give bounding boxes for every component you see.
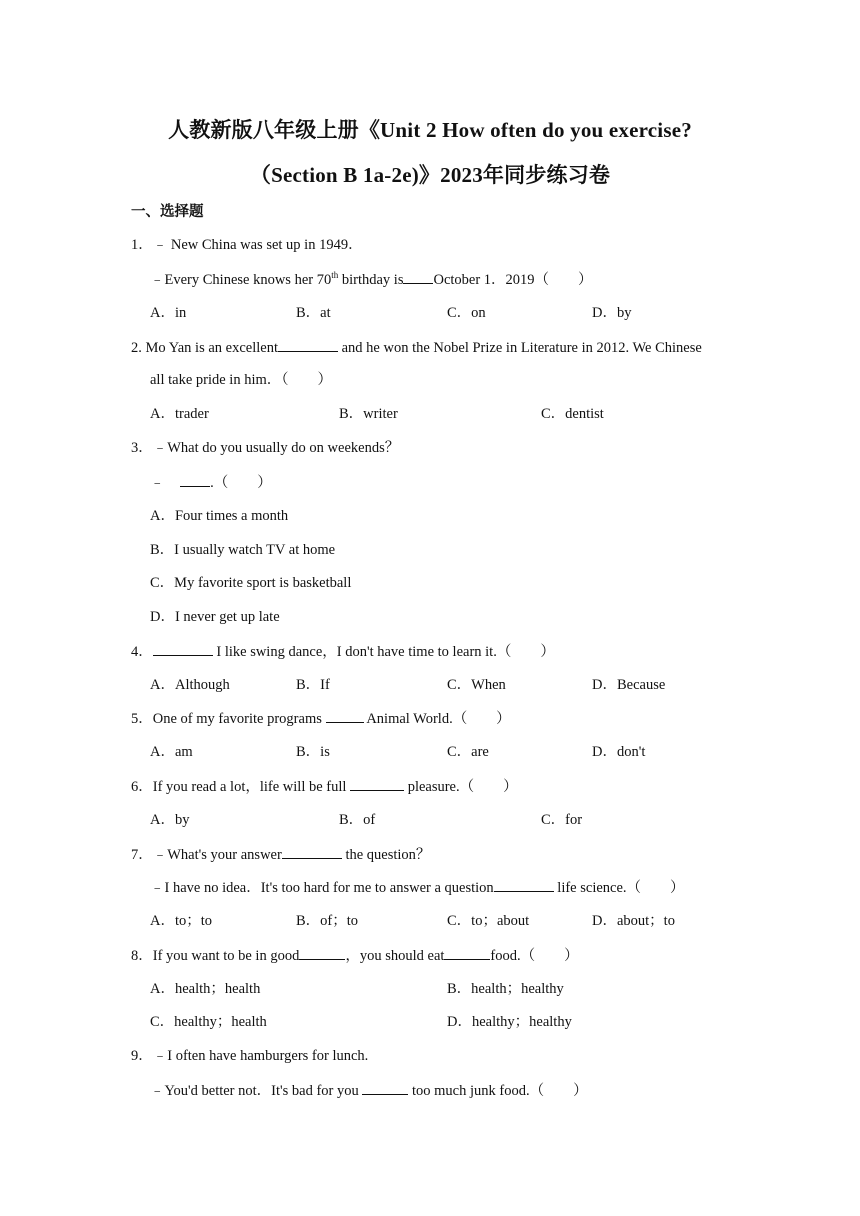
question-1-dialog-text-c: October 1．2019（ ） — [433, 272, 593, 288]
question-2-stem-text-b: and he won the Nobel Prize in Literature in 2012. We Chinese — [338, 340, 702, 356]
answer-blank[interactable] — [282, 844, 342, 859]
question-5-stem-text-a: 5．One of my favorite programs — [131, 711, 326, 727]
question-6-option-a[interactable]: A．by — [150, 812, 190, 828]
question-9-dialog-text-a: ﹣You'd better not．It's bad for you — [150, 1083, 363, 1099]
page-title-line-1: 人教新版八年级上册《Unit 2 How often do you exercise? — [168, 118, 692, 142]
question-3-option-d[interactable]: D．I never get up late — [150, 609, 280, 625]
question-7-dialog-text-b: life science.（ ） — [553, 880, 685, 896]
question-3-stem: 3．﹣What do you usually do on weekends？ — [131, 440, 400, 456]
question-7-option-d[interactable]: D．about；to — [592, 913, 675, 929]
answer-blank[interactable] — [180, 472, 210, 487]
question-7-dialog — [150, 877, 685, 898]
question-4-stem-text-a: 4． — [131, 644, 153, 660]
question-1-dialog-text-a: ﹣Every Chinese knows her 70 — [150, 272, 332, 288]
question-1-option-c[interactable]: C．on — [447, 305, 486, 321]
question-3-dialog — [150, 472, 272, 493]
answer-blank[interactable] — [403, 269, 433, 284]
question-7-option-c[interactable]: C．to；about — [447, 913, 530, 929]
question-8-option-c[interactable]: C．healthy；health — [150, 1014, 267, 1030]
answer-blank[interactable] — [494, 877, 554, 892]
question-7-stem-text-b: the question？ — [341, 847, 431, 863]
question-2-option-a[interactable]: A．trader — [150, 406, 209, 422]
question-2-stem — [131, 337, 702, 358]
answer-blank[interactable] — [350, 776, 404, 791]
question-5-stem — [131, 708, 511, 729]
question-2-option-c[interactable]: C．dentist — [541, 406, 604, 422]
question-4-option-d[interactable]: D．Because — [592, 677, 666, 693]
question-4-stem — [131, 641, 555, 662]
question-6-option-b[interactable]: B．of — [339, 812, 376, 828]
question-1-option-b[interactable]: B．at — [296, 305, 331, 321]
question-1-option-a[interactable]: A．in — [150, 305, 187, 321]
question-6-stem-text-b: pleasure.（ ） — [404, 779, 518, 795]
question-5-option-d[interactable]: D．don't — [592, 744, 646, 760]
question-1-dialog-text-b: birthday is — [338, 272, 404, 288]
question-9-dialog-text-b: too much junk food.（ ） — [408, 1083, 588, 1099]
question-7-stem-text-a: 7．﹣What's your answer — [131, 847, 282, 863]
question-1-stem: 1．﹣ New China was set up in 1949． — [131, 237, 363, 253]
question-7-option-a[interactable]: A．to；to — [150, 913, 213, 929]
question-2-option-b[interactable]: B．writer — [339, 406, 398, 422]
question-3-dialog-text-a: ﹣ — [150, 475, 169, 491]
answer-blank[interactable] — [362, 1080, 408, 1095]
question-7-stem — [131, 844, 430, 865]
question-3-option-c[interactable]: C．My favorite sport is basketball — [150, 575, 352, 591]
answer-blank[interactable] — [278, 337, 338, 352]
question-4-option-b[interactable]: B．If — [296, 677, 330, 693]
question-2-stem-text-a: 2. Mo Yan is an excellent — [131, 340, 278, 356]
answer-blank[interactable] — [153, 641, 213, 656]
question-6-option-c[interactable]: C．for — [541, 812, 583, 828]
question-7-option-b[interactable]: B．of；to — [296, 913, 359, 929]
question-9-dialog — [150, 1080, 588, 1101]
question-5-option-c[interactable]: C．are — [447, 744, 489, 760]
question-4-option-a[interactable]: A．Although — [150, 677, 230, 693]
question-1-superscript: th — [331, 270, 339, 281]
question-8-option-d[interactable]: D．healthy；healthy — [447, 1014, 572, 1030]
section-heading: 一、选择题 — [131, 204, 204, 220]
answer-blank[interactable] — [299, 945, 345, 960]
answer-blank[interactable] — [444, 945, 490, 960]
question-2-stem-line-2: all take pride in him．（ ） — [150, 372, 333, 388]
answer-blank[interactable] — [326, 708, 364, 723]
question-8-stem-text-c: food.（ ） — [490, 948, 579, 964]
question-7-dialog-text-a: ﹣I have no idea．It's too hard for me to answer a question — [150, 880, 494, 896]
question-5-stem-text-b: Animal World.（ ） — [363, 711, 511, 727]
question-8-stem-text-a: 8．If you want to be in good — [131, 948, 300, 964]
question-8-option-b[interactable]: B．health；healthy — [447, 981, 564, 997]
question-4-option-c[interactable]: C．When — [447, 677, 506, 693]
question-1-dialog — [150, 269, 593, 290]
question-8-option-a[interactable]: A．health；health — [150, 981, 261, 997]
page-title-line-2: （Section B 1a-2e)》2023年同步练习卷 — [249, 163, 611, 187]
question-6-stem-text-a: 6．If you read a lot，life will be full — [131, 779, 351, 795]
question-8-stem — [131, 945, 579, 966]
question-4-stem-text-b: I like swing dance，I don't have time to learn it.（ ） — [212, 644, 555, 660]
question-3-option-a[interactable]: A．Four times a month — [150, 508, 289, 524]
question-1-option-d[interactable]: D．by — [592, 305, 632, 321]
question-6-stem — [131, 776, 518, 797]
question-8-stem-text-b: ，you should eat — [345, 948, 445, 964]
question-5-option-a[interactable]: A．am — [150, 744, 193, 760]
question-5-option-b[interactable]: B．is — [296, 744, 330, 760]
question-3-dialog-text-b: .（ ） — [210, 475, 272, 491]
question-3-option-b[interactable]: B．I usually watch TV at home — [150, 542, 336, 558]
question-9-stem: 9．﹣I often have hamburgers for lunch. — [131, 1048, 369, 1064]
